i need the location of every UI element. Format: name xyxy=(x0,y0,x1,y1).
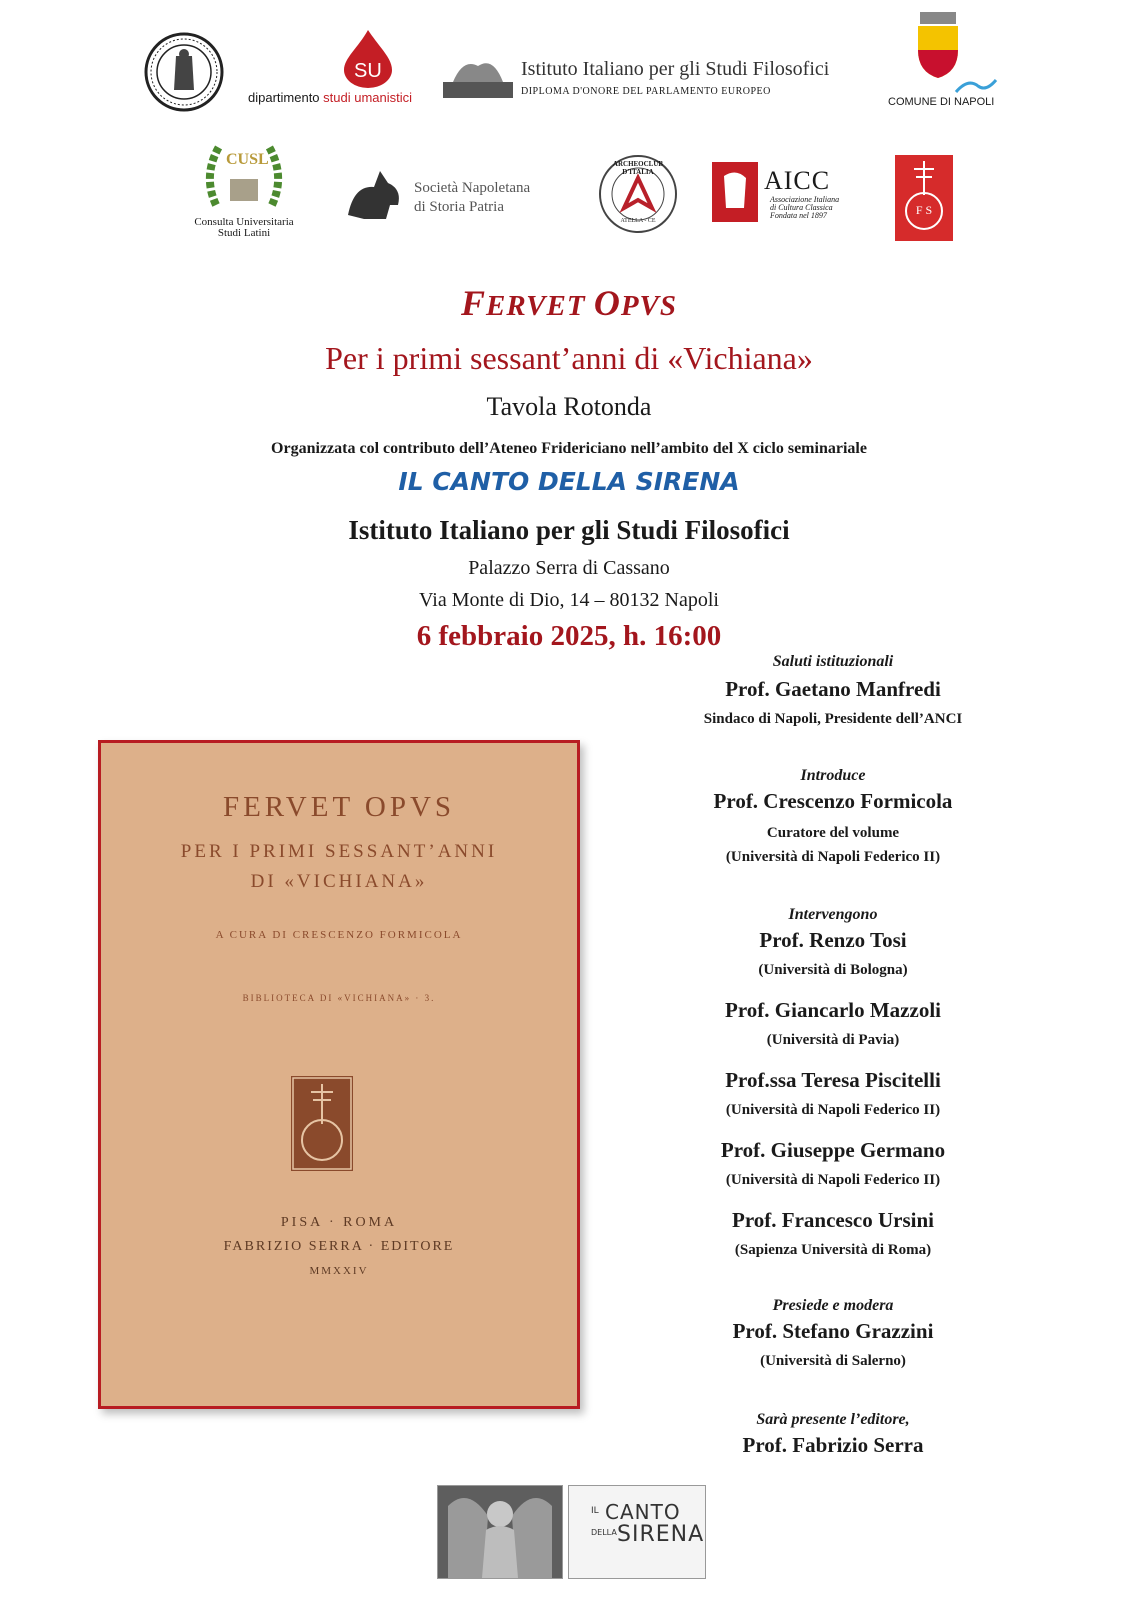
archeo-caption: ARCHEOCLUB D'ITALIA xyxy=(612,160,664,176)
book-place: PISA · ROMA xyxy=(280,1215,398,1230)
cusl-mark: CUSL xyxy=(226,151,269,168)
series-name: IL CANTO DELLA SIRENA xyxy=(398,467,740,496)
canto-della: DELLA xyxy=(591,1528,617,1537)
iisf-subtitle: DIPLOMA D'ONORE DEL PARLAMENTO EUROPEO xyxy=(521,86,771,97)
book-series: BIBLIOTECA DI «VICHIANA» · 3. xyxy=(242,993,436,1003)
affiliation-grazzini: (Università di Salerno) xyxy=(760,1353,906,1369)
event-venue: Istituto Italiano per gli Studi Filosofici xyxy=(348,515,790,545)
title-rest-2: PVS xyxy=(620,290,677,322)
role-intervengono: Intervengono xyxy=(788,906,878,923)
affiliation-piscitelli: (Università di Napoli Federico II) xyxy=(725,1102,941,1118)
role-saluti: Saluti istituzionali xyxy=(772,653,894,670)
book-editor: A CURA DI CRESCENZO FORMICOLA xyxy=(215,929,463,941)
book-subtitle-2: DI «VICHIANA» xyxy=(250,871,428,892)
program-intervengono xyxy=(672,906,994,1259)
program-saluti xyxy=(672,653,994,728)
canto-il: IL xyxy=(591,1506,599,1516)
fs-emblem-text: F S xyxy=(915,203,933,217)
role-editore: Sarà presente l’editore, xyxy=(756,1411,910,1428)
affiliation-ursini: (Sapienza Università di Roma) xyxy=(734,1242,932,1258)
aicc-mark: AICC xyxy=(764,166,831,195)
title-rest-1: ERVET xyxy=(486,290,594,322)
canto-sirena-logo xyxy=(568,1485,706,1579)
speaker-piscitelli: Prof.ssa Teresa Piscitelli xyxy=(725,1068,941,1092)
iisf-name: Istituto Italiano per gli Studi Filosofici xyxy=(521,58,830,80)
speaker-ursini: Prof. Francesco Ursini xyxy=(732,1208,934,1232)
program-editore xyxy=(672,1411,994,1458)
affiliation-tosi: (Università di Bologna) xyxy=(758,962,908,978)
su-mark: SU xyxy=(354,60,382,82)
affiliation-formicola-1: Curatore del volume xyxy=(766,825,900,841)
speaker-manfredi: Prof. Gaetano Manfredi xyxy=(725,677,941,701)
archeoclub-logo xyxy=(598,152,678,236)
fs-emblem-logo xyxy=(895,155,953,241)
affiliation-manfredi: Sindaco di Napoli, Presidente dell’ANCI xyxy=(703,711,963,727)
studi-umanistici-logo xyxy=(248,28,413,112)
aicc-line-1: Associazione Italiana xyxy=(770,195,840,204)
angel-statue-image xyxy=(437,1485,563,1579)
book-emblem-icon xyxy=(291,1076,353,1171)
comune-napoli-logo xyxy=(888,10,998,112)
event-kind: Tavola Rotonda xyxy=(486,392,652,421)
title-initial-f: F xyxy=(460,283,486,323)
program-introduce xyxy=(672,767,994,866)
event-title xyxy=(0,282,1138,324)
event-organized: Organizzata col contributo dell’Ateneo Fridericiano nell’ambito del X ciclo seminariale xyxy=(271,440,867,457)
aicc-line-3: Fondata nel 1897 xyxy=(770,211,827,220)
cusl-caption-2: Studi Latini xyxy=(217,227,271,239)
book-year: MMXXIV xyxy=(309,1265,369,1277)
book-cover xyxy=(98,740,580,1409)
book-title: FERVET OPVS xyxy=(222,791,456,823)
role-introduce: Introduce xyxy=(800,767,866,784)
event-address: Via Monte di Dio, 14 – 80132 Napoli xyxy=(419,589,719,611)
cusl-caption-1: Consulta Universitaria xyxy=(194,216,294,228)
affiliation-formicola-2: (Università di Napoli Federico II) xyxy=(725,849,941,865)
snsp-line-1: Società Napoletana xyxy=(414,180,531,196)
affiliation-germano: (Università di Napoli Federico II) xyxy=(725,1172,941,1188)
archeo-sub: ATELLA - CE xyxy=(620,218,656,224)
event-palazzo: Palazzo Serra di Cassano xyxy=(468,557,670,579)
cusl-logo xyxy=(188,135,300,247)
speaker-serra: Prof. Fabrizio Serra xyxy=(742,1433,924,1457)
snsp-line-2: di Storia Patria xyxy=(414,199,504,215)
canto-word: CANTO xyxy=(605,1500,681,1524)
aicc-line-2: di Cultura Classica xyxy=(770,203,833,212)
speaker-formicola: Prof. Crescenzo Formicola xyxy=(713,789,953,813)
su-caption-a: dipartimento xyxy=(248,90,324,105)
speaker-germano: Prof. Giuseppe Germano xyxy=(720,1138,946,1162)
university-seal-logo xyxy=(144,32,224,112)
role-presiede: Presiede e modera xyxy=(772,1297,894,1314)
event-subtitle: Per i primi sessant’anni di «Vichiana» xyxy=(325,340,813,376)
program-presiede xyxy=(672,1297,994,1370)
book-publisher: FABRIZIO SERRA · EDITORE xyxy=(223,1239,455,1254)
title-initial-o: O xyxy=(593,283,621,323)
affiliation-mazzoli: (Università di Pavia) xyxy=(766,1032,900,1048)
aicc-logo xyxy=(712,162,864,226)
comune-caption: COMUNE DI NAPOLI xyxy=(888,96,995,108)
speaker-grazzini: Prof. Stefano Grazzini xyxy=(732,1319,934,1343)
speaker-mazzoli: Prof. Giancarlo Mazzoli xyxy=(725,998,941,1022)
canto-sirena: SIRENA xyxy=(617,1522,705,1547)
snsp-logo xyxy=(344,165,549,225)
speaker-tosi: Prof. Renzo Tosi xyxy=(759,928,907,952)
book-subtitle-1: PER I PRIMI SESSANT’ANNI xyxy=(180,841,498,862)
iisf-logo xyxy=(443,46,830,106)
event-date: 6 febbraio 2025, h. 16:00 xyxy=(416,620,722,652)
su-caption-b: studi umanistici xyxy=(323,90,413,105)
